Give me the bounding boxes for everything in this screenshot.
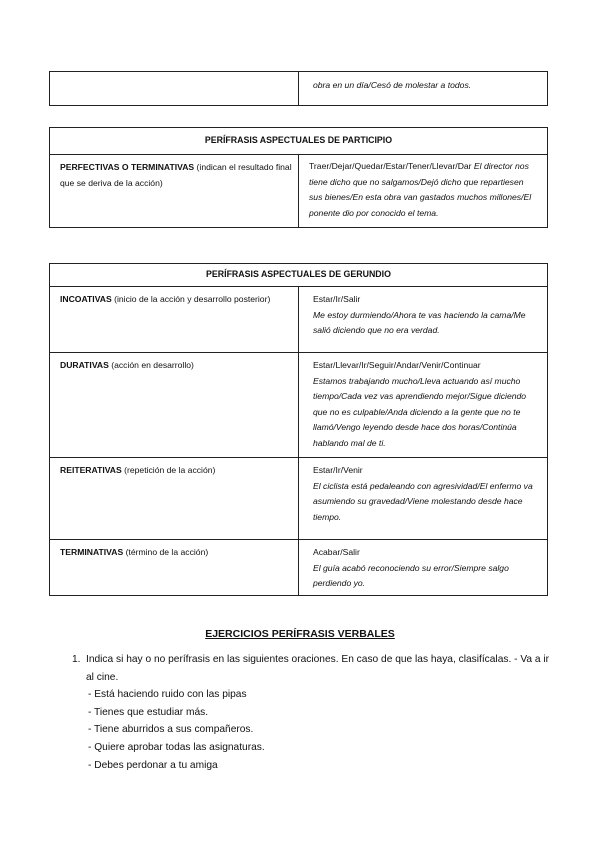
table-cell-empty	[50, 72, 299, 106]
table-row	[50, 458, 548, 540]
list-item: - Tienes que estudiar más.	[88, 706, 209, 718]
examples-cell: Traer/Dejar/Quedar/Estar/Tener/Llevar/Dar El director nos tiene dicho que no salgamos/Dejó dicho que repartiesen sus bienes/En esta obra van gastados muchos millones/El ponente dio por conocido el tema.	[299, 155, 548, 228]
list-item: - Tiene aburridos a sus compañeros.	[88, 724, 254, 736]
category-cell: DURATIVAS (acción en desarrollo)	[50, 353, 299, 458]
category-cell: INCOATIVAS (inicio de la acción y desarrollo posterior)	[50, 287, 299, 353]
list-item: - Quiere aprobar todas las asignaturas.	[88, 741, 265, 753]
table-row	[50, 155, 548, 228]
category-cell: REITERATIVAS (repetición de la acción)	[50, 458, 299, 540]
table-row	[50, 72, 548, 106]
category-cell: PERFECTIVAS O TERMINATIVAS (indican el resultado final que se deriva de la acción)	[50, 155, 299, 228]
table-row	[50, 287, 548, 353]
exercise-list	[72, 651, 552, 774]
list-item: - Está haciendo ruido con las pipas	[88, 689, 247, 701]
table-row	[50, 540, 548, 596]
sentence-list	[88, 686, 552, 774]
table-header: PERÍFRASIS ASPECTUALES DE GERUNDIO	[50, 264, 548, 287]
exercise-question	[72, 651, 552, 686]
question-number: 1.	[72, 654, 81, 665]
table-row	[50, 353, 548, 458]
examples-cell: Acabar/Salir El guía acabó reconociendo su error/Siempre salgo perdiendo yo.	[299, 540, 548, 596]
question-text: Indica si hay o no perífrasis en las siguientes oraciones. En caso de que las haya, clasifícalas. - Va a ir al cine.	[86, 654, 550, 683]
list-item: - Debes perdonar a tu amiga	[88, 759, 218, 771]
examples-cell: Estar/Ir/Salir Me estoy durmiendo/Ahora te vas haciendo la cama/Me salió diciendo que no era verdad.	[299, 287, 548, 353]
examples-cell: Estar/Llevar/Ir/Seguir/Andar/Venir/Continuar Estamos trabajando mucho/Lleva actuando así mucho tiempo/Cada vez vas aprendiendo mejor/Sigue diciendo que no es culpable/Anda diciendo a la gente que no te llamó/Vengo leyendo desde hace dos horas/Continúa hablando mal de ti.	[299, 353, 548, 458]
table-header-row	[50, 264, 548, 287]
gerundio-table	[49, 263, 548, 596]
exercises-title: EJERCICIOS PERÍFRASIS VERBALES	[205, 628, 395, 640]
continuation-table	[49, 71, 548, 106]
participio-table	[49, 127, 548, 228]
table-header-row	[50, 128, 548, 155]
category-cell: TERMINATIVAS (término de la acción)	[50, 540, 299, 596]
table-cell-examples: obra en un día/Cesó de molestar a todos.	[299, 72, 548, 106]
examples-cell: Estar/Ir/Venir El ciclista está pedaleando con agresividad/El enfermo va asumiendo su gravedad/Viene molestando desde hace tiempo.	[299, 458, 548, 540]
table-header: PERÍFRASIS ASPECTUALES DE PARTICIPIO	[50, 128, 548, 155]
